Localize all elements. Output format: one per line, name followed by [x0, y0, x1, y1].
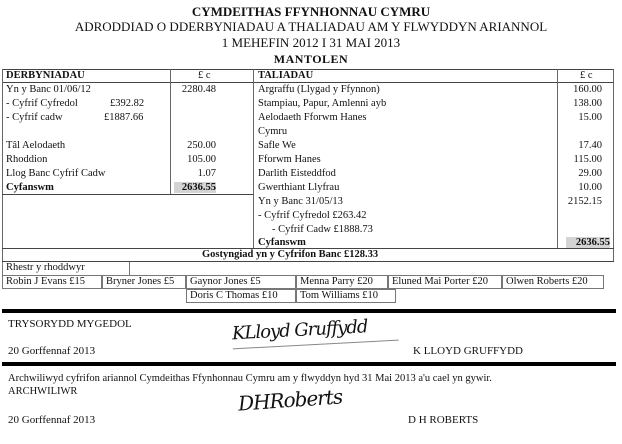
receipt-label: Tâl Aelodaeth	[6, 140, 66, 151]
payments-total: 2636.55	[566, 237, 610, 248]
payment-label: Stampiau, Papur, Amlenni ayb	[258, 98, 387, 109]
payment-amount: 115.00	[573, 154, 602, 165]
org-title: CYMDEITHAS FFYNHONNAU CYMRU	[191, 4, 431, 19]
donor-entry: Doris C Thomas £10	[186, 289, 296, 303]
payment-amount: 15.00	[578, 112, 602, 123]
receipt-label: Rhoddion	[6, 154, 48, 165]
payment-label: Aelodaeth Fforwm Hanes	[258, 112, 367, 123]
payment-label: Fforwm Hanes	[258, 154, 321, 165]
auditor-role: ARCHWILIWR	[8, 386, 78, 397]
payment-label: - Cyfrif Cyfredol £263.42	[258, 210, 367, 221]
auditor-signature: DHRoberts	[237, 384, 343, 416]
payment-label: Cymru	[258, 126, 288, 137]
treasurer-signature: KLloyd Gruffydd	[231, 312, 398, 350]
payment-amount: 160.00	[573, 84, 602, 95]
donor-entry: Robin J Evans £15	[2, 275, 102, 289]
receipts-heading: DERBYNIADAU	[6, 70, 85, 81]
audit-statement: Archwiliwyd cyfrifon ariannol Cymdeithas Ffynhonnau Cymru am y flwyddyn hyd 31 Mai 2013 a'u cael yn gywir.	[8, 373, 492, 384]
section-title: MANTOLEN	[273, 52, 349, 66]
payment-amount: 2152.15	[567, 196, 602, 207]
receipts-total: 2636.55	[174, 182, 216, 193]
receipt-amount: 250.00	[187, 140, 216, 151]
receipt-sub-amount: £1887.66	[104, 112, 144, 123]
auditor-name: D H ROBERTS	[408, 414, 479, 426]
report-title: ADRODDIAD O DDERBYNIADAU A THALIADAU AM Y FLWYDDYN ARIANNOL	[74, 19, 548, 34]
receipt-amount: 2280.48	[181, 84, 216, 95]
payments-currency: £ c	[580, 70, 593, 81]
payment-amount: 10.00	[578, 182, 602, 193]
receipts-total-label: Cyfanswm	[6, 182, 54, 193]
auditor-date: 20 Gorffennaf 2013	[8, 414, 96, 426]
receipt-amount: 105.00	[187, 154, 216, 165]
receipt-label: - Cyfrif Cyfredol	[6, 98, 78, 109]
donor-entry: Olwen Roberts £20	[502, 275, 604, 289]
donor-entry: Bryner Jones £5	[102, 275, 186, 289]
payment-label: Safle We	[258, 140, 296, 151]
report-period: 1 MEHEFIN 2012 I 31 MAI 2013	[221, 35, 401, 50]
receipt-sub-amount: £392.82	[110, 98, 145, 109]
receipt-label: Yn y Banc 01/06/12	[6, 84, 91, 95]
receipts-currency: £ c	[198, 70, 211, 81]
payment-label: Argraffu (Llygad y Ffynnon)	[258, 84, 380, 95]
receipt-label: - Cyfrif cadw	[6, 112, 63, 123]
donor-entry: Gaynor Jones £5	[186, 275, 296, 289]
treasurer-name: K LLOYD GRUFFYDD	[413, 345, 524, 357]
donor-entry: Menna Parry £20	[296, 275, 388, 289]
payment-label: Yn y Banc 31/05/13	[258, 196, 343, 207]
payments-heading: TALIADAU	[258, 70, 314, 81]
treasurer-date: 20 Gorffennaf 2013	[8, 345, 96, 357]
payment-label: - Cyfrif Cadw £1888.73	[272, 224, 373, 235]
receipt-amount: 1.07	[197, 168, 216, 179]
payment-amount: 29.00	[578, 168, 602, 179]
payment-label: Gwerthiant Llyfrau	[258, 182, 340, 193]
payments-total-label: Cyfanswm	[258, 237, 306, 248]
payment-amount: 17.40	[578, 140, 602, 151]
treasurer-role: TRYSORYDD MYGEDOL	[8, 318, 132, 330]
receipt-label: Llog Banc Cyfrif Cadw	[6, 168, 106, 179]
donor-entry: Eluned Mai Porter £20	[388, 275, 502, 289]
donor-entry: Tom Williams £10	[296, 289, 396, 303]
donors-heading: Rhestr y rhoddwyr	[2, 262, 130, 276]
payment-amount: 138.00	[573, 98, 602, 109]
bank-change: Gostyngiad yn y Cyfrifon Banc £128.33	[202, 249, 379, 260]
payment-label: Darlith Eisteddfod	[258, 168, 336, 179]
